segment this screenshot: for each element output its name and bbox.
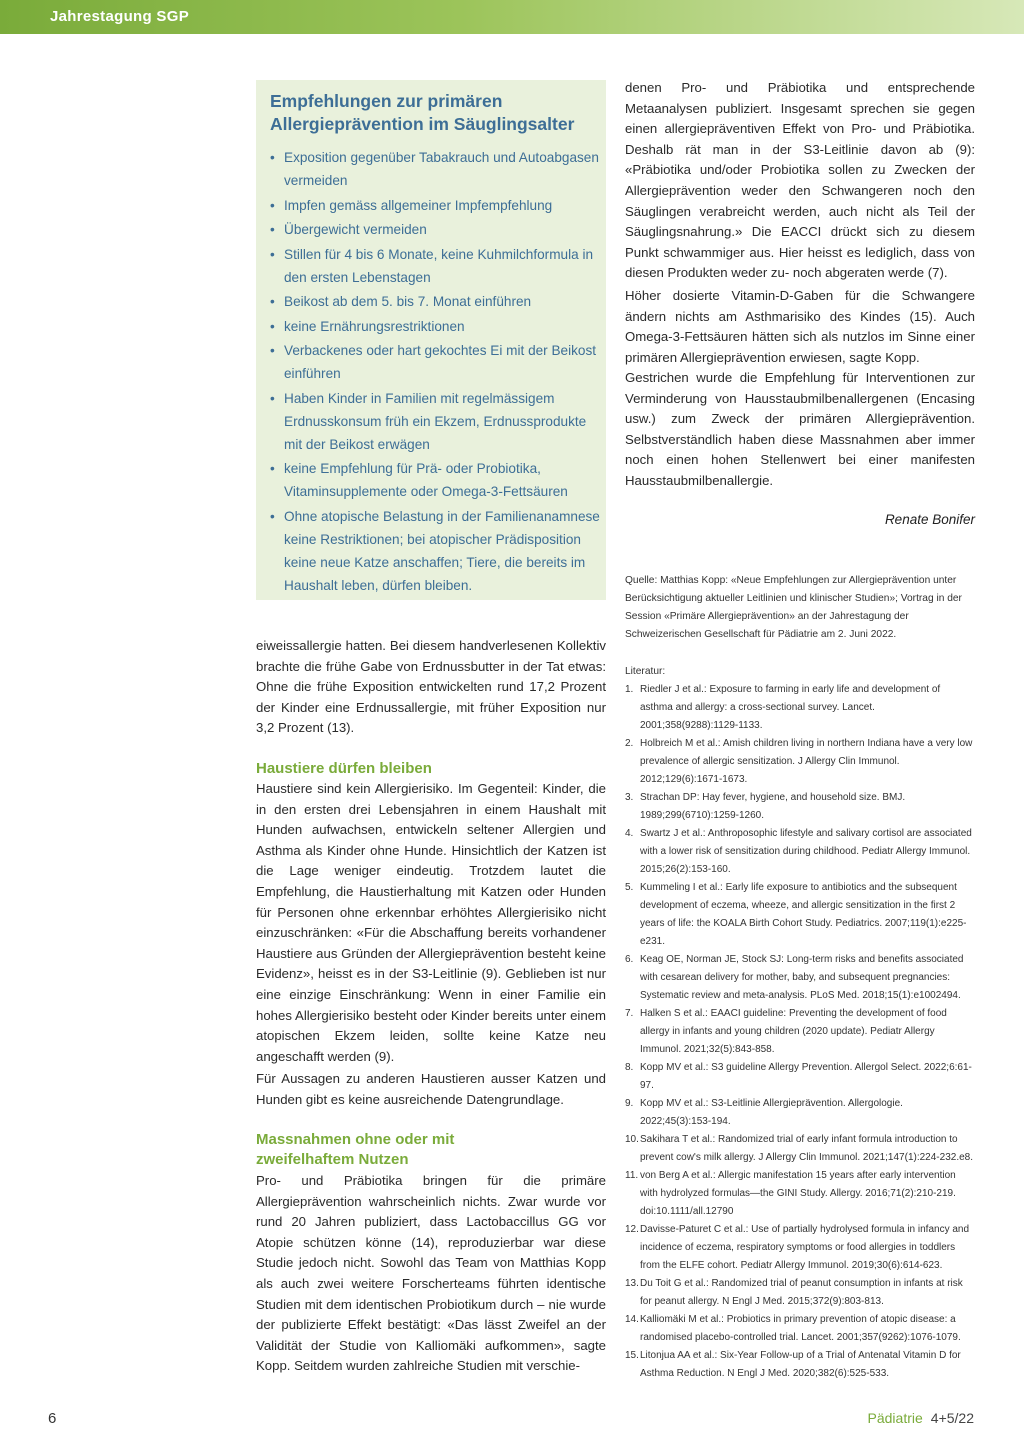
reference-item <box>625 681 975 735</box>
list-item: • Impfen gemäss allgemeiner Impfempfehlung <box>270 194 600 217</box>
reference-item <box>625 1311 975 1347</box>
reference-text: Riedler J et al.: Exposure to farming in early life and development of asthma and allergy: a cross-sectional survey. Lancet. 2001;358(9288):1129-1133. <box>640 684 941 731</box>
list-item: • keine Ernährungsrestriktionen <box>270 315 600 338</box>
reference-number: 4. <box>625 828 634 839</box>
paragraph: Gestrichen wurde die Empfehlung für Interventionen zur Verminderung von Hausstaubmilbenallergenen (Encasing usw.) zum Zweck der primären Allergieprävention. Selbstverständlich haben diese Massnahmen aber immer noch einen hohen Stellenwert bei einer manifesten Hausstaubmilbenallergie. <box>625 370 975 488</box>
reference-item <box>625 825 975 879</box>
reference-text: Strachan DP: Hay fever, hygiene, and household size. BMJ. 1989;299(6710):1259-1260. <box>640 792 906 821</box>
reference-number: 15. <box>625 1350 639 1361</box>
header-title: Jahrestagung SGP <box>50 8 190 25</box>
reference-number: 2. <box>625 738 634 749</box>
list-item: • Stillen für 4 bis 6 Monate, keine Kuhmilchformula in den ersten Lebenstagen <box>270 243 600 289</box>
issue-number: 4+5/22 <box>930 1410 974 1426</box>
reference-item <box>625 1095 975 1131</box>
reference-text: Keag OE, Norman JE, Stock SJ: Long-term risks and benefits associated with cesarean delivery for mother, baby, and subsequent pregnancies: Systematic review and meta-analysis. PLoS Med. 2018;15(1):e1002494. <box>640 954 964 1001</box>
reference-item <box>625 1221 975 1275</box>
reference-text: Kalliomäki M et al.: Probiotics in primary prevention of atopic disease: a randomised placebo-controlled trial. Lancet. 2001;357(9262):1076-1079. <box>640 1314 961 1343</box>
section-heading: Haustiere dürfen bleiben <box>256 760 432 777</box>
reference-text: Kopp MV et al.: S3-Leitlinie Allergieprävention. Allergologie. 2022;45(3):153-194. <box>640 1098 903 1127</box>
reference-number: 3. <box>625 792 634 803</box>
list-item: • Verbackenes oder hart gekochtes Ei mit der Beikost einführen <box>270 339 600 385</box>
recommendations-list <box>270 146 600 598</box>
reference-text: Davisse-Paturet C et al.: Use of partially hydrolysed formula in infancy and incidence of eczema, respiratory symptoms or food allergies in toddlers from the ELFE cohort. Pediatr Allergy Immunol. 2019;30(6):614-623. <box>640 1224 970 1271</box>
reference-text: von Berg A et al.: Allergic manifestation 15 years after early intervention with hydrolyzed formulas—the GINI Study. Allergy. 2016;71(2):210-219. doi:10.1111/all.12790 <box>640 1170 956 1217</box>
list-item: • Haben Kinder in Familien mit regelmässigem Erdnusskonsum früh ein Ekzem, Erdnussprodukte mit der Beikost erwägen <box>270 387 600 456</box>
magazine-name: Pädiatrie <box>867 1410 923 1426</box>
magazine-footer <box>868 1410 974 1426</box>
reference-number: 6. <box>625 954 634 965</box>
paragraph: Haustiere sind kein Allergierisiko. Im Gegenteil: Kinder, die in den ersten drei Lebensjahren in einem Haushalt mit Hunden aufwachsen, entwickeln seltener Allergien und Asthma als Kinder ohne Hunde. Hinsichtlich der Katzen ist die Lage weniger eindeutig. Trotzdem lautet die Empfehlung, die Haustierhaltung mit Katzen oder Hunden für Personen ohne erkennbar erhöhtes Allergierisiko nicht einzuschränken: «Für die Abschaffung bereits vorhandener Haustiere aus Gründen der Allergieprävention besteht keine Evidenz», heisst es in der S3-Leitlinie (9). Geblieben ist nur eine einzige Einschränkung: Wenn in einer Familie ein hohes Allergierisiko besteht oder Kinder bereits unter einem atopischen Ekzem leiden, sollte keine Katze neu angeschafft werden (9). <box>256 781 606 1064</box>
reference-item <box>625 951 975 1005</box>
paragraph: denen Pro- und Präbiotika und entsprechende Metaanalysen publiziert. Insgesamt sprechen sie gegen einen allergiepräventiven Effekt von Pro- und Präbiotika. Deshalb rät man in der S3-Leitlinie davon ab (9): «Präbiotika und/oder Probiotika sollen zu Zwecken der Allergieprävention weder den Schwangeren noch den Säuglingen verabreicht werden, auch nicht als Teil der Säuglingsnahrung.» Die EACCI drückt sich zu diesem Punkt schwammiger aus. Hier heisst es lediglich, dass von diesen Produkten weder zu- noch abgeraten werde (7). <box>625 80 975 281</box>
reference-text: Holbreich M et al.: Amish children living in northern Indiana have a very low prevalence of allergic sensitization. J Allergy Clin Immunol. 2012;129(6):1671-1673. <box>640 738 973 785</box>
reference-text: Sakihara T et al.: Randomized trial of early infant formula introduction to prevent cow's milk allergy. J Allergy Clin Immunol. 2021;147(1):224-232.e8. <box>640 1134 973 1163</box>
recommendations-box <box>256 80 606 600</box>
reference-number: 1. <box>625 684 634 695</box>
reference-item <box>625 1347 975 1383</box>
reference-number: 9. <box>625 1098 634 1109</box>
reference-text: Halken S et al.: EAACI guideline: Preventing the development of food allergy in infants and young children (2020 update). Pediatr Allergy Immunol. 2021;32(5):843-858. <box>640 1008 947 1055</box>
source-note: Quelle: Matthias Kopp: «Neue Empfehlungen zur Allergieprävention unter Berücksichtigung aktueller Leitlinien und klinischer Studien»; Vortrag in der Session «Primäre Allergieprävention» an der Jahrestagung der Schweizerischen Gesellschaft für Pädiatrie am 2. Juni 2022. <box>625 575 962 640</box>
reference-number: 5. <box>625 882 634 893</box>
reference-text: Kopp MV et al.: S3 guideline Allergy Prevention. Allergol Select. 2022;6:61-97. <box>640 1062 972 1091</box>
reference-number: 10. <box>625 1134 639 1145</box>
reference-item <box>625 789 975 825</box>
reference-text: Swartz J et al.: Anthroposophic lifestyle and salivary cortisol are associated with a lower risk of sensitization during childhood. Pediatr Allergy Immunol. 2015;26(2):153-160. <box>640 828 972 875</box>
paragraph: Pro- und Präbiotika bringen für die primäre Allergieprävention wahrscheinlich nichts. Zwar wurde vor rund 20 Jahren publiziert, dass Lactobaccillus GG vor Atopie schützen könne (14), reproduzierbar war diese Studie jedoch nicht. Sowohl das Team von Matthias Kopp als auch zwei weitere Forscherteams führten identische Studien mit dem identischen Probiotikum durch – nie wurde der publizierte Effekt bestätigt: «Das lässt Zweifel an der Validität der Studie von Kalliomäki aufkommen», sagte Kopp. Seitdem wurden zahlreiche Studien mit verschie- <box>256 1173 606 1374</box>
reference-number: 14. <box>625 1314 639 1325</box>
reference-text: Du Toit G et al.: Randomized trial of peanut consumption in infants at risk for peanut allergy. N Engl J Med. 2015;372(9):803-813. <box>640 1278 963 1307</box>
paragraph: eiweissallergie hatten. Bei diesem handverlesenen Kollektiv brachte die frühe Gabe von Erdnussbutter in der Tat etwas: Ohne die frühe Exposition entwickelten rund 17,2 Prozent der Kinder eine Erdnussallergie, mit früher Exposition nur 3,2 Prozent (13). <box>256 638 606 736</box>
list-item: • Beikost ab dem 5. bis 7. Monat einführen <box>270 290 600 313</box>
section-heading: Massnahmen ohne oder mit zweifelhaftem Nutzen <box>256 1131 455 1168</box>
header-bar <box>0 0 1024 34</box>
list-item: • keine Empfehlung für Prä- oder Probiotika, Vitaminsupplemente oder Omega-3-Fettsäuren <box>270 457 600 503</box>
list-item: • Übergewicht vermeiden <box>270 218 600 241</box>
reference-item <box>625 1275 975 1311</box>
list-item: • Ohne atopische Belastung in der Familienanamnese keine Restriktionen; bei atopischer Prädisposition keine neue Katze anschaffen; Tiere, die bereits im Haushalt leben, dürfen bleiben. <box>270 505 600 597</box>
reference-item <box>625 879 975 951</box>
reference-number: 7. <box>625 1008 634 1019</box>
reference-list <box>625 681 975 1383</box>
page-number: 6 <box>48 1410 57 1427</box>
paragraph: Höher dosierte Vitamin-D-Gaben für die Schwangere ändern nichts am Asthmarisiko des Kindes (15). Auch Omega-3-Fettsäuren hätten sich als nutzlos im Sinne einer primären Allergieprävention erwiesen, sagte Kopp. <box>625 288 975 365</box>
list-item: • Exposition gegenüber Tabakrauch und Autoabgasen vermeiden <box>270 146 600 192</box>
paragraph: Für Aussagen zu anderen Haustieren ausser Katzen und Hunden gibt es keine ausreichende Datengrundlage. <box>256 1071 606 1107</box>
reference-text: Kummeling I et al.: Early life exposure to antibiotics and the subsequent development of eczema, wheeze, and allergic sensitization in the first 2 years of life: the KOALA Birth Cohort Study. Pediatrics. 2007;119(1):e225-e231. <box>640 882 967 947</box>
reference-item <box>625 1059 975 1095</box>
reference-text: Litonjua AA et al.: Six-Year Follow-up of a Trial of Antenatal Vitamin D for Asthma Reduction. N Engl J Med. 2020;382(6):525-533. <box>640 1350 961 1379</box>
box-title: Empfehlungen zur primären Allergieprävention im Säuglingsalter <box>270 91 575 134</box>
reference-item <box>625 1005 975 1059</box>
reference-number: 13. <box>625 1278 639 1289</box>
reference-number: 8. <box>625 1062 634 1073</box>
reference-item <box>625 1167 975 1221</box>
literature-heading: Literatur: <box>625 666 666 677</box>
reference-number: 11. <box>625 1170 639 1181</box>
reference-item <box>625 735 975 789</box>
reference-item <box>625 1131 975 1167</box>
reference-number: 12. <box>625 1224 639 1235</box>
author: Renate Bonifer <box>884 512 975 527</box>
